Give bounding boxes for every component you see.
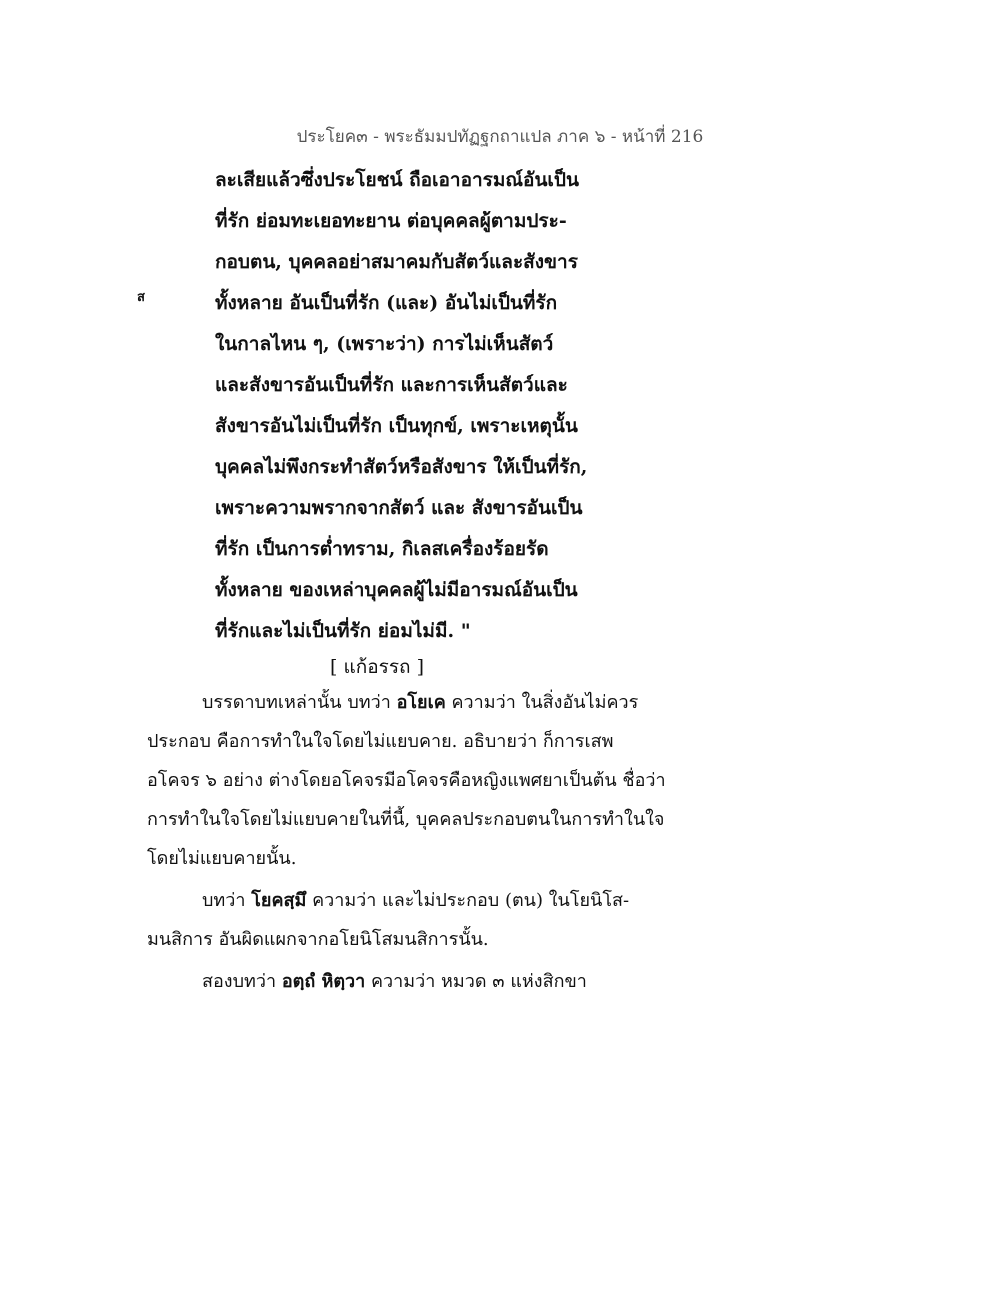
verse-line: ในกาลไหน ๆ, (เพราะว่า) การไม่เห็นสัตว์ [215,333,554,355]
verse-line: เพราะความพรากจากสัตว์ และ สังขารอันเป็น [215,497,583,519]
section-subheading: [ แก้อรรถ ] [330,656,424,678]
verse-block [215,160,635,652]
paragraph-line: โดยไม่แยบคายนั้น. [147,848,297,869]
verse-line: ที่รัก ย่อมทะเยอทะยาน ต่อบุคคลผู้ตามประ- [215,210,567,232]
text-run: ความว่า และไม่ประกอบ (ตน) ในโยนิโส- [306,890,630,911]
pali-term: อโยเค [396,692,446,713]
verse-line: ทั้งหลาย ของเหล่าบุคคลผู้ไม่มีอารมณ์อันเป็น [215,579,578,601]
verse-line: ละเสียแล้วซึ่งประโยชน์ ถือเอาอารมณ์อันเป็น [215,169,579,191]
verse-line: ที่รักและไม่เป็นที่รัก ย่อมไม่มี. " [215,620,471,642]
paragraph-line [147,683,707,722]
verse-line: สังขารอันไม่เป็นที่รัก เป็นทุกข์, เพราะเหตุนั้น [215,415,578,437]
pali-term: โยคสฺมึ [251,890,307,911]
header-text: ประโยค๓ - พระธัมมปทัฏฐกถาแปล ภาค ๖ - หน้าที่ 216 [296,127,704,147]
page-header [0,123,1000,150]
verse-line: บุคคลไม่พึงกระทำสัตว์หรือสังขาร ให้เป็นที่รัก, [215,456,588,478]
text-run: ความว่า ในสิ่งอันไม่ควร [445,692,639,713]
paragraph-line: อโคจร ๖ อย่าง ต่างโดยอโคจรมีอโคจรคือหญิงแพศยาเป็นต้น ชื่อว่า [147,770,666,791]
paragraph-line [147,881,707,920]
verse-line: ทั้งหลาย อันเป็นที่รัก (และ) อันไม่เป็นที่รัก [215,292,558,314]
verse-line: กอบตน, บุคคลอย่าสมาคมกับสัตว์และสังขาร [215,251,578,273]
text-run: ความว่า หมวด ๓ แห่งสิกขา [365,971,587,992]
verse-line: และสังขารอันเป็นที่รัก และการเห็นสัตว์และ [215,374,568,396]
commentary-body [147,683,707,1001]
paragraph-line [147,962,707,1001]
verse-line: ที่รัก เป็นการต่ำทราม, กิเลสเครื่องร้อยรัด [215,538,549,560]
text-run: บรรดาบทเหล่านั้น บทว่า [202,692,397,713]
pali-term: อตฺถํ หิตฺวา [281,971,366,992]
paragraph-line: การทำในใจโดยไม่แยบคายในที่นี้, บุคคลประกอบตนในการทำในใจ [147,809,665,830]
margin-marker: ส [137,290,145,305]
text-run: บทว่า [202,890,252,911]
paragraph-line: ประกอบ คือการทำในใจโดยไม่แยบคาย. อธิบายว่า ก็การเสพ [147,731,614,752]
text-run: สองบทว่า [202,971,282,992]
paragraph-line: มนสิการ อันผิดแผกจากอโยนิโสมนสิการนั้น. [147,929,489,950]
